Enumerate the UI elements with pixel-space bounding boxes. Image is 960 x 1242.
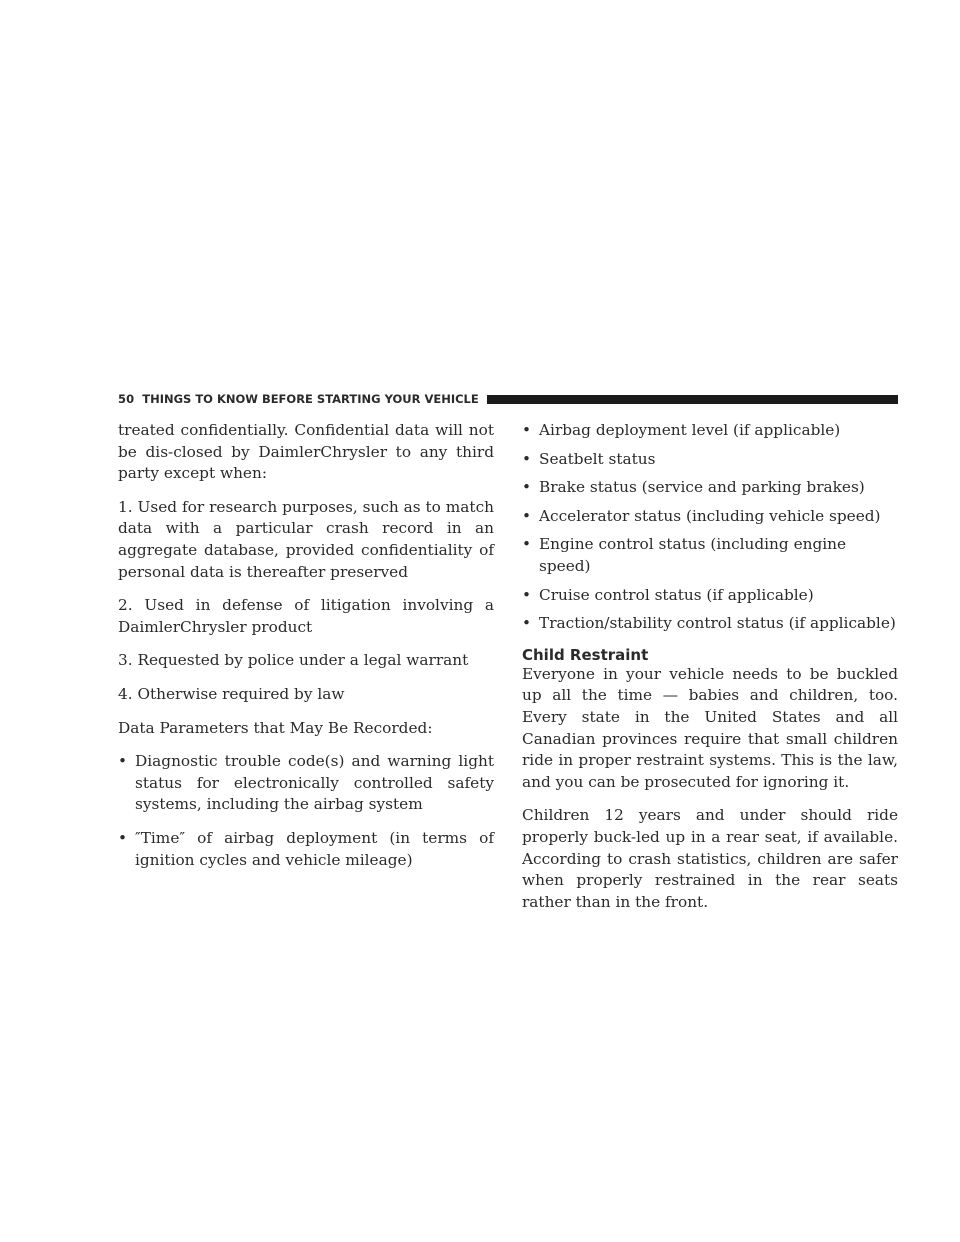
section-heading: Child Restraint: [522, 645, 649, 664]
header-rule: [487, 395, 898, 404]
page-header: [118, 391, 898, 407]
list-item: [118, 828, 494, 871]
bullet-icon: •: [522, 614, 532, 633]
bullet-icon: •: [522, 585, 532, 604]
left-column: [118, 420, 494, 883]
bullet-icon: •: [118, 828, 128, 847]
body-paragraph: Children 12 years and under should ride properly buck-led up in a rear seat, if available. According to crash statistics, children are safer when properly restrained in the rear seats rather than in the front.: [522, 806, 898, 911]
bullet-text: Accelerator status (including vehicle speed): [539, 506, 881, 525]
list-item: [522, 506, 898, 528]
section-title: THINGS TO KNOW BEFORE STARTING YOUR VEHICLE: [142, 392, 479, 406]
bullet-text: Brake status (service and parking brakes): [539, 478, 865, 497]
list-item: [522, 477, 898, 499]
bullet-icon: •: [522, 535, 532, 554]
list-item: [522, 449, 898, 471]
bullet-text: Engine control status (including engine speed): [539, 535, 847, 575]
bullet-text: Cruise control status (if applicable): [539, 585, 814, 604]
numbered-item-3: 3. Requested by police under a legal warrant: [118, 651, 469, 670]
bullet-text: Airbag deployment level (if applicable): [539, 421, 841, 439]
bullet-icon: •: [522, 449, 532, 468]
list-item: [522, 585, 898, 607]
bullet-icon: •: [522, 506, 532, 525]
bullet-icon: •: [522, 421, 532, 439]
intro-paragraph: treated confidentially. Confidential data will not be dis-closed by DaimlerChrysler to any third party except when:: [118, 421, 494, 483]
bullet-icon: •: [522, 478, 532, 497]
bullet-text: Diagnostic trouble code(s) and warning light status for electronically controlled safety systems, including the airbag system: [135, 752, 494, 814]
list-item: [118, 751, 494, 816]
bullet-icon: •: [118, 752, 128, 771]
numbered-item-2: 2. Used in defense of litigation involving a DaimlerChrysler product: [118, 596, 494, 636]
right-column: [522, 420, 898, 925]
bullet-text: ″Time″ of airbag deployment (in terms of ignition cycles and vehicle mileage): [135, 828, 494, 869]
params-label: Data Parameters that May Be Recorded:: [118, 718, 433, 737]
list-item: [522, 534, 898, 577]
page-number: 50: [118, 392, 135, 406]
right-bullet-list: [522, 420, 898, 635]
list-item: [522, 420, 898, 442]
numbered-item-1: 1. Used for research purposes, such as to match data with a particular crash record in an aggregate database, provided confidentiality of personal data is thereafter preserved: [118, 497, 494, 581]
bullet-text: Seatbelt status: [539, 449, 656, 468]
numbered-item-4: 4. Otherwise required by law: [118, 684, 345, 703]
bullet-text: Traction/stability control status (if applicable): [539, 614, 896, 633]
list-item: [522, 613, 898, 635]
left-bullet-list: [118, 751, 494, 871]
body-paragraph: Everyone in your vehicle needs to be buckled up all the time — babies and children, too. Every state in the United States and all Canadian provinces require that small children ride in proper restraint systems. This is the law, and you can be prosecuted for ignoring it.: [522, 664, 898, 791]
